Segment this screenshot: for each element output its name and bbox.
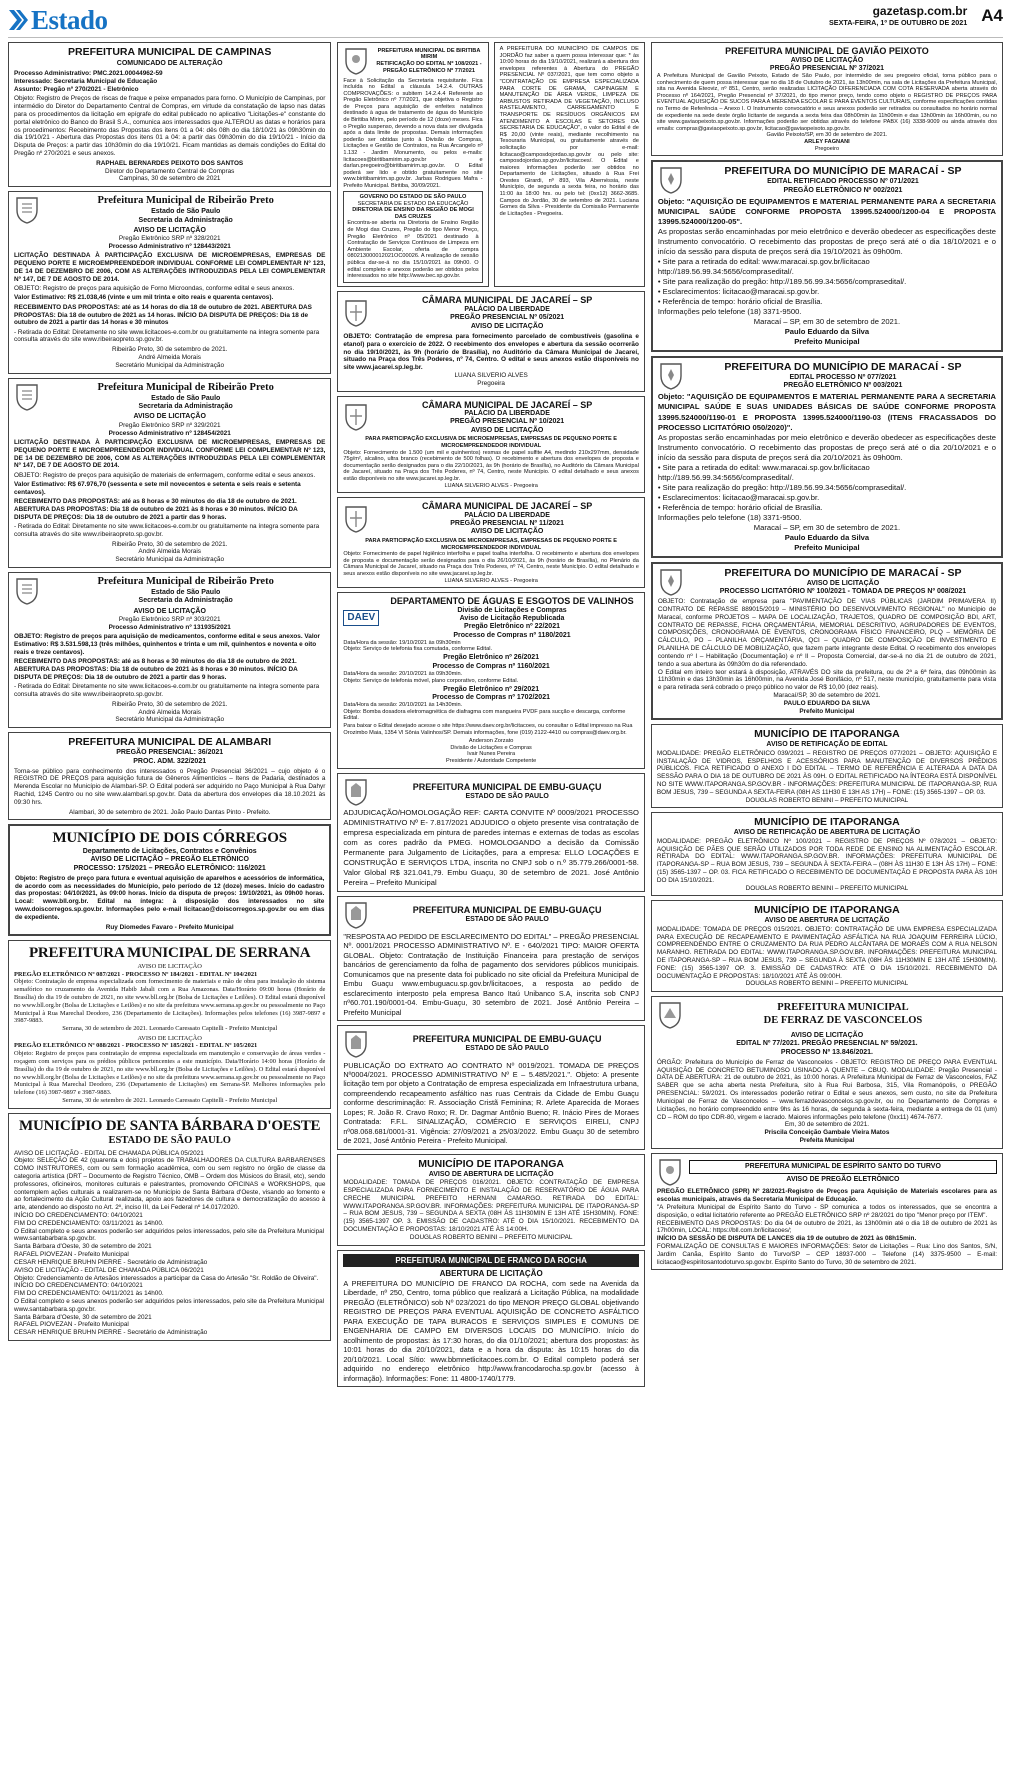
notice-line: PROCESSO Nº 13.846/2021. bbox=[780, 1048, 873, 1056]
notice-heading: AVISO DE LICITAÇÃO bbox=[806, 579, 880, 587]
notice-title: PREFEITURA MUNICIPAL DE ALAMBARI bbox=[68, 736, 272, 749]
notice-itaporanga-4 bbox=[651, 900, 1003, 992]
notice-embu-2 bbox=[337, 896, 645, 1021]
notice-line: Objeto: Bomba dosadora eletromagnética de diafragma com mangueira PVDF para sucção e descarga, conforme Edital. bbox=[343, 708, 626, 722]
notice-line: INÍCIO DO CREDENCIAMENTO: 04/10/2021 bbox=[14, 1212, 143, 1219]
notice-processo: Processo Administrativo nº 128454/2021 bbox=[108, 429, 231, 437]
columns bbox=[8, 42, 1003, 1387]
notice-body: Encontra-se aberta na Diretoria de Ensino Região de Mogi das Cruzes, Pregão do tipo Menor Preço, Pregão Eletrônico nº 05/2021 destinado à Contratação de Serviços Contínuos de Limpeza em Ambiente Escolar, oferta de compra 080213000012021OC00026. A realização de sessão pública dar-se-á no dia 15/10/2021 às 09h00. O edital completo e anexos poderão ser obtidos pelos interessados no site http://www.bec.sp.gov.br. bbox=[347, 220, 479, 280]
notice-subtitle: COMUNICADO DE ALTERAÇÃO bbox=[116, 60, 223, 68]
notice-date: Ribeirão Preto, 30 de setembro de 2021. bbox=[111, 540, 228, 548]
notice-line: PROCESSO LICITATÓRIO Nº 100/2021 - TOMADA DE PREÇOS Nº 008/2021 bbox=[719, 588, 967, 596]
notice-body: FORMALIZAÇÃO DE CONSULTAS E MAIORES INFORMAÇÕES: Setor de Licitações – Rua: Lino dos Santos, S/N, Jardim Canãa, Espírito Santo do Turvo/SP – CEP 18937-000 – Telefone (14) 3375-9500 – E-mail: licitacao@espiritosantodoturvo.sp.gov.br. Espírito Santo do Turvo, 30 de setembro de 2021. bbox=[656, 1242, 998, 1266]
signer-role: Secretário Municipal da Administração bbox=[115, 556, 225, 564]
notice-serrana bbox=[8, 940, 331, 1108]
notice-info: Informações pelo telefone (18) 3371-9500. bbox=[657, 306, 802, 316]
notice-heading: AVISO DE ABERTURA DE LICITAÇÃO bbox=[764, 917, 890, 925]
signer-name: André Almeida Morais bbox=[138, 354, 201, 362]
notice-campinas bbox=[8, 42, 331, 187]
notice-body: Face à Solicitação da Secretaria requisitante. Fica incluída no Edital a cláusula 14.2.4. OUTRAS COMPROVAÇÕES: o subitem 14.2.4.4 Referente ao Pregão Eletrônico nº 77/2021, que objetiva o Registro de Preços para aquisição de enfeites natalinos destinado à agua de tratamento de água do Município de Biritiba Mirim, pelo período de 12 (doze) meses. Fica o Pregão suspenso, devendo a nova data ser divulgada após a data limite de propostas. Demais informações poderão ser obtidas junto à Divisão de Compras, Licitações e Gestão de Contratos, na Rua Arcangelo nº 1.132 - Jardim Monumento, ou pelos e-mails: licitacoes@biritibamirim.sp.gov.br e darlan.pregoeiro@biritibamirim.sp.gov.br. O Edital poderá ser lido e obtido gratuitamente no site www.biritibamirim.sp.gov.br. Jarbas Rodrigues Mafra - Prefeito Municipal. Biritiba, 30/09/2021. bbox=[343, 77, 483, 189]
notice-objeto: Objeto: "AQUISIÇÃO DE EQUIPAMENTOS E MATERIAL PERMANENTE PARA A SECRETARIA MUNICIPAL SAÚDE CONFORME PROPOSTA 13995.524000/1200-04 E PROPOSTA 13995.524000/1200-05". bbox=[657, 196, 997, 226]
notice-bullet: • Referência de tempo: horário oficial de Brasília. bbox=[657, 502, 823, 512]
notice-itaporanga-3 bbox=[651, 812, 1003, 896]
notice-maracai-1 bbox=[651, 160, 1003, 352]
signer-name: PAULO EDUARDO DA SILVA bbox=[783, 699, 871, 707]
notice-title: Prefeitura Municipal de Ribeirão Preto bbox=[97, 381, 274, 393]
notice-body: Objeto: SELEÇÃO DE 42 (quarenta e dois) projetos de TRABALHADORES DA CULTURA BARBARENSES COMO INSTRUTORES, com ou sem formação acadêmica, com ou sem registro no órgão de classe da categoria artística (DRT – Documento de Registro Técnico, OMB – Ordem dos Músicos do Brasil, etc), sendo professores, oficineiros, monitores culturais e palestrantes, promovendo OFICINAS e WORKSHOPS, que contemplem ações culturais a realizarem-se no Município de Santa Bárbara d'Oeste, visando ao fomento e ao fortalecimento da Ação Cultural realizada, apoio aos fazedores de cultura e democratização do acesso à arte, atendendo ao disposto no Art. 2º, inciso III, da Lei Federal nº 14.017/2020. bbox=[14, 1157, 326, 1212]
signer-role: Diretor do Departamento Central de Compras bbox=[105, 167, 235, 175]
notice-heading: AVISO DE ABERTURA DE LICITAÇÃO bbox=[428, 1170, 554, 1178]
notice-line: FIM DO CREDENCIAMENTO: 03/11/2021 às 14h00. bbox=[14, 1219, 164, 1227]
notice-heading: AVISO DE PREGÃO ELETRÔNICO bbox=[786, 1175, 900, 1183]
coat-of-arms-icon bbox=[14, 576, 40, 606]
signer-name: André Almeida Morais bbox=[138, 708, 201, 716]
notice-date: Gavião Peixoto/SP, em 30 de setembro de 2021. bbox=[766, 132, 888, 139]
notice-body: Torna-se público para conhecimento dos interessados o Pregão Presencial 36/2021 – cujo objeto é o REGISTRO DE PREÇOS para aquisição futura de Gêneros Alimentícios – Itens de Padaria, destinados a Merenda Escolar no Município de Alambari-SP. O Edital poderá ser adquirido no Paço Municipal à Rua Dahyr Rachid, 1245 Centro ou no site www.alambari.sp.gov.br. Data da abertura dos envelopes dia 18.10.2021 às 09:30 hrs. bbox=[14, 767, 326, 806]
notice-div: Divisão de Licitações e Compras bbox=[457, 606, 567, 614]
notice-gaviao-peixoto bbox=[651, 42, 1003, 156]
signer-name: Ivair Nunes Pereira bbox=[467, 751, 516, 758]
notice-line: CESAR HENRIQUE BRUHN PIERRE - Secretário de Administração bbox=[14, 1258, 208, 1266]
notice-alambari bbox=[8, 732, 331, 820]
notice-heading: AVISO DE LICITAÇÃO bbox=[137, 962, 202, 970]
notice-title-bar: PREFEITURA MUNICIPAL DE FRANCO DA ROCHA bbox=[343, 1254, 639, 1268]
notice-pregao: PREGÃO PRESENCIAL Nº 11/2021 bbox=[450, 520, 564, 528]
notice-subtitle: RETIFICAÇÃO DO EDITAL Nº 108/2021 - PREGÃO ELETRÔNICO Nº 77/2021 bbox=[376, 61, 482, 74]
coat-of-arms-icon bbox=[343, 402, 369, 432]
coat-of-arms-icon bbox=[657, 1000, 683, 1030]
notice-bullet: • Esclarecimentos: licitacao@maracai.sp.gov.br. bbox=[657, 492, 820, 502]
notice-line: Assunto: Pregão nº 270/2021 - Eletrônico bbox=[14, 85, 139, 93]
notice-line: RAFAEL PIOVEZAN - Prefeito Municipal bbox=[14, 1251, 129, 1259]
notice-subtitle: PALÁCIO DA LIBERDADE bbox=[464, 410, 550, 418]
notice-title: PREFEITURA MUNICIPAL bbox=[777, 1002, 909, 1014]
notice-valor: Valor Estimativo: R$ 21.038,46 (vinte e um mil trinta e oito reais e quarenta centavos). bbox=[14, 294, 274, 302]
daev-logo: DAEV bbox=[343, 610, 379, 626]
notice-proc: PROC. ADM. 322/2021 bbox=[133, 757, 207, 765]
notice-ribeirao-2 bbox=[8, 378, 331, 568]
notice-daev bbox=[337, 592, 645, 768]
signer-role: Prefeito Municipal bbox=[794, 542, 860, 552]
notice-campos-jordao bbox=[494, 42, 645, 287]
notice-line: INÍCIO DO CREDENCIAMENTO: 04/10/2021 bbox=[14, 1282, 143, 1290]
notice-state: ESTADO DE SÃO PAULO bbox=[108, 1135, 231, 1147]
notice-title: PREFEITURA MUNICIPAL DE EMBU-GUAÇU bbox=[412, 781, 602, 792]
notice-ribeirao-1 bbox=[8, 191, 331, 374]
notice-pregao: PREGÃO PRESENCIAL Nº 05/2021 bbox=[450, 314, 565, 322]
notice-bullet: • Esclarecimentos: licitacao@maracai.sp.gov.br. bbox=[657, 286, 820, 296]
notice-body: Objeto: Fornecimento de papel higiênico interfolha e papel toalha interfolha. O recebimento e abertura dos envelopes de proposta e documentação serão designados para o dia 26/10/2021, às 9h (horário de Brasília), no Plenário da Câmara Municipal de Jacareí, situado na Praça dos Três Poderes, nº 74, Centro, neste Município. O edital detalhado e seus anexos estão disponíveis no site www.jacarei.sp.leg.br. bbox=[343, 551, 639, 577]
notice-heading: AVISO DE LICITAÇÃO bbox=[133, 226, 206, 234]
notice-exclusive: PARA PARTICIPAÇÃO EXCLUSIVA DE MICROEMPRESAS, EMPRESAS DE PEQUENO PORTE E MICROEMPREENDEDOR INDIVIDUAL bbox=[365, 436, 618, 450]
notice-body: Objeto: Contratação de empresa especializada com fornecimento de materiais e mão de obra para instalação do sistema semafórico no cruzamento da Avenida Habib Jabali com a Rua Amazonas. Data/Horário 09:00 horas (Horário de Brasília) do dia 19 de outubro de 2021, no site www.bll.org.br (Bolsa de Licitações e Leilões). O Edital estará disponível no www.bll.org.br (Bolsa de Licitações e Leilões) e no site da prefeitura www.serrana.sp.gov.br ou pessoalmente no Paço Municipal à Rua Marechal Deodoro, 236 (Departamento de Licitações). Informações pelos telefones (16) 3987-9897 e 3987-9883. bbox=[14, 978, 326, 1025]
notice-espirito-santo bbox=[651, 1153, 1003, 1271]
notice-body: MODALIDADE: PREGÃO ELETRÔNICO 039/2021 – REGISTRO DE PREÇOS 077/2021 – OBJETO: AQUISIÇÃO E INSTALAÇÃO DE VIDROS, ESPELHOS E ACESSÓRIOS PARA MANUTENÇÃO DE DIVERSOS PRÉDIOS PÚBLICOS. FICA RETIFICADO O ANEXO I DO EDITAL – TERMO DE REFERÊNCIA E ALTERADA A DATA DA SESSÃO PARA O DIA 18 DE OUTUBRO DE 2021 ÀS 09H. O EDITAL RETIFICADO NA ÍNTEGRA ESTÁ DISPONÍVEL NO SITE WWW.ITAPORANGA.SP.GOV.BR - INFORMAÇÕES: PREFEITURA MUNICIPAL DE ITAPORANGA-SP, RUA BOM JESUS, 739 – SEGUNDA A SEXTA-FEIRA (08H AS 11H30 E 13H AS 17H) – FONE: (15) 3565-1397 – OP. 03. bbox=[656, 749, 998, 796]
notice-heading: AVISO DE LICITAÇÃO bbox=[470, 426, 544, 434]
notice-title: MUNICÍPIO DE ITAPORANGA bbox=[754, 904, 900, 917]
signer-name: Paulo Eduardo da Silva bbox=[784, 326, 870, 336]
notice-title: CÂMARA MUNICIPAL DE JACAREÍ – SP bbox=[421, 399, 593, 410]
signer-role: Pregoeira bbox=[477, 379, 505, 387]
notice-dept: Secretaria da Administração bbox=[138, 216, 233, 224]
notice-title: MUNICÍPIO DE ITAPORANGA bbox=[754, 728, 900, 741]
notice-dates: RECEBIMENTO DAS PROPOSTAS: até as 8 horas e 30 minutos do dia 18 de outubro de 2021. ABERTURA DAS PROPOSTAS: Dia 18 de outubro de 2021 às 8 horas e 30 minutos. INÍCIO DA DISPUTA DE PREÇOS: Dia 18 de outubro de 2021 a partir das 9 horas. bbox=[14, 658, 298, 681]
site-url[interactable]: gazetasp.com.br bbox=[872, 4, 968, 18]
notice-body: As propostas serão encaminhadas por meio eletrônico e deverão obedecer as especificações deste Instrumento convocatório. O recebimento das propostas de preço será até o dia 20/10/2021 e o início da sessão para disputa de preços será dia 20/10/2021 às 09h00m. bbox=[657, 432, 997, 462]
signer-role: Presidente / Autoridade Competente bbox=[446, 757, 537, 764]
notice-heading: AVISO DE LICITAÇÃO – PREGÃO ELETRÔNICO bbox=[90, 856, 249, 864]
notice-bullet: • Site para realização do pregão: http://189.56.99.34:5656/comprasedital/. bbox=[657, 482, 907, 492]
notice-title: CÂMARA MUNICIPAL DE JACAREÍ – SP bbox=[421, 294, 593, 305]
notice-info: Informações pelo telefone (18) 3371-9500. bbox=[657, 512, 802, 522]
notice-title: PREFEITURA MUNICIPAL DE EMBU-GUAÇU bbox=[412, 1034, 602, 1045]
brand-name: Estado bbox=[31, 5, 108, 35]
notice-body: MODALIDADE: TOMADA DE PREÇOS 016/2021. OBJETO: CONTRATAÇÃO DE EMPRESA ESPECIALIZADA PARA FORNECIMENTO E INSTALAÇÃO DE RESERVATÓRIO DE ÁGUA PARA CRECHE MUNICIPAL PREFEITO HERNANI CAMARGO. RETIRADA DO EDITAL: WWW.ITAPORANGA.SP.GOV.BR. INFORMAÇÕES: PREFEITURA MUNICIPAL DE ITAPORANGA-SP – RUA BOM JESUS, 739 – SEGUNDA A SEXTA (08H ÀS 11H30MIN E 13H ATÉ 15H30MIN). FONE: (15) 3565-1397 OP. 3. EMISSÃO DE CADASTRO: ATÉ O DIA 15/10/2021. RECEBIMENTO DA DOCUMENTAÇÃO E PROPOSTAS: 18/10/2021 ATÉ ÀS 14:00H. bbox=[343, 1179, 639, 1234]
notice-title: PREFEITURA DO MUNICÍPIO DE MARACAÍ - SP bbox=[724, 165, 962, 178]
signer-role: Prefeita Municipal bbox=[799, 1136, 855, 1144]
coat-of-arms-icon bbox=[657, 1157, 683, 1187]
notice-title: Prefeitura Municipal de Ribeirão Preto bbox=[97, 576, 274, 588]
notice-dir: DIRETORIA DE ENSINO DA REGIÃO DE MOGI DAS CRUZES bbox=[352, 207, 474, 220]
notice-title: PREFEITURA MUNICIPAL DE SERRANA bbox=[28, 945, 311, 962]
notice-state: ESTADO DE SÃO PAULO bbox=[465, 916, 549, 924]
notice-state: ESTADO DE SÃO PAULO bbox=[465, 1045, 549, 1053]
notice-heading: AVISO DE RETIFICAÇÃO DE ABERTURA DE LICITAÇÃO bbox=[733, 829, 921, 837]
notice-body: As propostas serão encaminhadas por meio eletrônico e deverão obedecer as especificações deste Instrumento convocatório. O recebimento das propostas de preço será até o dia 18/10/2021 e o início da sessão para disputa de preços será dia 19/10/2021 às 09h00m. bbox=[657, 226, 997, 256]
coat-of-arms-icon bbox=[14, 382, 40, 412]
notice-ribeirao-3 bbox=[8, 572, 331, 728]
notice-body: A Prefeitura Municipal de Gavião Peixoto, Estado de São Paulo, por intermédio de seu pregoeiro oficial, torna público para o conhecimento de quem possa interessar que no dia 18 de Outubro de 2021, às 13h00min, na sala de Licitações da Prefeitura Municipal, sita na Avenida Eteoviz, nº 851, Centro, serão realizadas LICITAÇÃO DIFERENCIADA COM COTA RESERVADA aberta através do Processo nº 164/2021, Pregão Presencial nº 37/2021, do tipo menor preço, tendo como objeto o REGISTRO DE PREÇOS PARA EVENTUAL AQUISIÇÃO DE SUCOS PARA A MERENDA ESCOLAR E PARA EVENTOS CULTURAIS, conforme especificações contidas no Termo de Referência – Anexo I. O Instrumento convocatório e seus anexos poderão ser retirados ou consultados no horário normal de expediente na sede deste órgão licitante de segunda a sexta feira das 08h00min às 11h00min e das 13h00min às 16h00min, ou no site www.gaviaopeixoto.sp.gov.br. Informações poderão ser obtidas através do telefone PABX (16) 3338-9009 ou ainda através dos emails: compras@gaviaopeixoto.sp.gov.br, licitacao@gaviaopeixoto.sp.gov.br. bbox=[656, 73, 998, 132]
edition-date: SEXTA-FEIRA, 1º DE OUTUBRO DE 2021 bbox=[828, 17, 968, 27]
notice-dates: RECEBIMENTO DAS PROPOSTAS: até as 14 horas do dia 18 de outubro de 2021. ABERTURA DAS PROPOSTAS: Dia 18 de outubro de 2021 as 14 horas. INÍCIO DA DISPUTA DE PREÇOS: Dia 18 de outubro de 2021 a partir das 14 horas e 30 minutos bbox=[14, 303, 312, 327]
signer-name: Paulo Eduardo da Silva bbox=[784, 532, 870, 542]
signer-name: Anderson Zorzato bbox=[468, 738, 514, 745]
notice-header bbox=[14, 576, 325, 606]
notice-title: MUNICÍPIO DE SANTA BÁRBARA D'OESTE bbox=[19, 1117, 321, 1134]
notice-signature: DOUGLAS ROBERTO BENINI – PREFEITO MUNICIPAL bbox=[745, 884, 909, 892]
signer-role: Secretário Municipal da Administração bbox=[115, 716, 225, 724]
notice-body: PREGÃO ELETRÔNICO (SPR) Nº 28/2021-Registro de Preços para Aquisição de Materiais escolares para as escolas municipais, através da Secretaria Municipal de Educação. bbox=[656, 1188, 998, 1204]
signer-role: Secretário Municipal da Administração bbox=[115, 361, 225, 369]
coat-of-arms-icon bbox=[343, 777, 369, 807]
page-number: A4 bbox=[981, 6, 1003, 25]
notice-body: Objeto: Registro de preço para futura e eventual aquisição de aparelhos e acessórios de informática, de acordo com as necessidades do Município, pelo período de 12 (doze) meses. Início do cadastro das propostas: 04/10/2021, às 09:00 horas. Início da disputa de preços: 19/10/2021, às 09h00 horas. Local: www.bll.org.br. Edital na íntegra: à disposição dos interessados no site www.doiscorregos.sp.gov.br. Informações pelo e-mail licitacao@doiscorregos.sp.gov.br ou em dias de expediente. bbox=[15, 874, 325, 921]
notice-objeto: OBJETO: Registro de preços para aquisição de Forno Microondas, conforme edital e seus anexos. bbox=[14, 285, 295, 293]
notice-body: "RESPOSTA AO PEDIDO DE ESCLARECIMENTO DO EDITAL" – PREGÃO PRESENCIAL Nº. 0001/2021 PROCESSO ADMINISTRATIVO Nº. E - 640/2021 TIPO: MAIOR OFERTA GLOBAL. Objeto: Contratação de Instituição Financeira para prestação de serviços bancários de gerenciamento da folha de pagamento dos servidores públicos municipais. Comunicamos que na presente data foi publicado no site oficial da Prefeitura Municipal de Embu Guaçu www.embuguacu.sp.gov.br/licitacoes, a resposta ao pedido de esclarecimento interposto pela empresa Banco Itaú Unibanco S.A, inscrita sob CNPJ nº60.701.190/0001-04. Embu-Guaçu, 30 setembro de 2021. José Antônio Pereira – Prefeito Municipal bbox=[343, 931, 639, 1017]
notice-title: PREFEITURA MUNICIPAL DE GAVIÃO PEIXOTO bbox=[725, 46, 929, 56]
notice-line: PREGÃO ELETRÔNICO Nº 002/2021 bbox=[783, 186, 903, 194]
notice-body: OBJETO: Contratação de empresa para "PAVIMENTAÇÃO DE VIAS PÚBLICAS (JARDIM PRIMAVERA II) CONTRATO DE REPASSE 889015/2019 – MINISTÉRIO DO DESENVOLVIMENTO REGIONAL" no Município de Maracaí, conforme PROJETOS – MAPA DE LOCALIZAÇÃO, TRAJETOS, QUADRO DE COMPOSIÇÃO BDI, ART, CONTRATO DE REPASSE, FICHA ORÇAMENTÁRIA, MEMORIAL DESCRITIVO, AGRUPADORES DE EVENTOS, COMPOSIÇÕES, CRONOGRAMA DE EVENTOS, CRONOGRAMA FÍSICO FINANCEIRO, PLQ – MEMÓRIA DE CÁLCULO, PO – PLANILHA ORÇAMENTÁRIA, QCI – QUADRO DE COMPOSIÇÃO DE INVESTIMENTO E PLANILHA DE CÁLCULO DE MOBILIZAÇÃO, que fazem parte integrante deste Edital. O recebimento dos envelopes contendo nº I – Habilitação (Documentação) e nº II – Proposta Comercial, dar-se-á no dia 21 de outubro de 2021, tendo a sua abertura às 09h30m do dia referendado. bbox=[657, 598, 997, 668]
notice-body: A PREFEITURA DO MUNICÍPIO DE CAMPOS DE JORDÃO faz saber a quem possa interessar que: * às 10:00 horas do dia 19/10/2021, realizará a abertura dos envelopes referentes à Abertura do PREGÃO PRESENCIAL Nº 037/2021, que tem como objeto a "CONTRATAÇÃO DE EMPRESA ESPECIALIZADA PARA CORTE DE GRAMA, CAPINAGEM E MANUTENÇÃO DE ÁREA VERDE, LIMPEZA DE ARBUSTOS RETIRADA DE VEGETAÇÃO, INCLUSO RASTELAMENTO, CARREGAMENTO E TRANSPORTE DE RESÍDUOS ORGÂNICOS EM ATENDIMENTO A ESCOLAS E SETORES DA SECRETARIA DE EDUCAÇÃO", o valor do Edital é de R$ 20,00 (vinte reais), mediante recolhimento na Tesouraria Municipal, ou gratuitamente através de solicitação por e-mail: licitacao@camposdojordao.sp.gov.br ou pelo site: camposdojordao.sp.gov.br/licitacoes/. O Edital e maiores informações poderão ser obtidos no Departamento de Licitações, situado à Rua Frei Orestes Girardi, nº 893, Vila Abernéssia, neste Município, de segunda a sexta feira, no horário das 11:00 às 18:00 hrs. ou pelo tel: (0xx12) 3662-3685. Campos do Jordão, 30 de setembro de 2021. Luciana Gomes da Silva - Presidente da Comissão Permanente de Licitações - Pregoeira. bbox=[499, 46, 639, 217]
notice-heading: AVISO DE LICITAÇÃO bbox=[137, 1034, 202, 1042]
masthead bbox=[8, 4, 1003, 38]
notice-biritiba bbox=[337, 42, 488, 287]
notice-body: MODALIDADE: TOMADA DE PREÇOS 015/2021. OBJETO: CONTRATAÇÃO DE UMA EMPRESA ESPECIALIZADA PARA EXECUÇÃO DE RECAPEAMENTO E PAVIMENTAÇÃO ASFÁLTICA NA RUA JOAQUIM FERREIRA LÚCIO, COMPREENDENDO ENTRE O CRUZAMENTO DA RUA PEDRO ALCÂNTARA DE MORAES COM A RUA NELSON MARANHO. RETIRADA DO EDITAL: WWW.ITAPORANGA.SP.GOV.BR. INFORMAÇÕES: PREFEITURA MUNICIPAL DE ITAPORANGA-SP – RUA BOM JESUS, 739 – SEGUNDA À SEXTA (08H ÀS 11H30MIN E 13H ATÉ 15H30MIN). FONE: (15) 3565-1397 OP. 3. EMISSÃO DE CADASTRO: ATÉ O DIA 15/10/2021. RECEBIMENTO DA DOCUMENTAÇÃO E PROPOSTAS: 18/10/2021 ATÉ ÀS 09:00H. bbox=[656, 925, 998, 980]
notice-line: Interessado: Secretaria Municipal de Educação bbox=[14, 78, 158, 86]
notice-pregao: Pregão Eletrônico SRP nº 303/2021 bbox=[118, 616, 221, 624]
notice-title: MUNICÍPIO DE ITAPORANGA bbox=[754, 816, 900, 829]
notice-info: Para baixar o Edital desejado acesse o site https://www.daev.org.br/licitacoes, ou consultar o Edital impresso na Rua Orozimbo Maia, 1354 Vl Sônia Valinhos/SP. Demais informações, fone (019) 2122-4410 ou compras@daev.org.br. bbox=[343, 723, 633, 737]
brand-logo bbox=[8, 4, 108, 37]
notice-body: O Edital em inteiro teor estará à disposição, ATRAVÉS DO site da prefeitura, ou de 2ª a 6ª feira, das 09h00min às 11h30min e das 13h30min às 16h00min, na Avenida José Bonifácio, nº 517, neste município, gratuitamente para vista e para retirada será cobrado o preço público no valor de R$ 10,00 (dez reais). bbox=[657, 668, 997, 692]
notice-date: Maracaí – SP, em 30 de setembro de 2021. bbox=[753, 522, 901, 532]
notice-embu-1 bbox=[337, 773, 645, 893]
notice-bullet: • Site para realização do pregão: http://189.56.99.34:5656/comprasedital/. bbox=[657, 276, 907, 286]
notice-state: Estado de São Paulo bbox=[151, 588, 221, 596]
notice-line: PREGÃO ELETRÔNICO Nº 088/2021 - PROCESSO Nº 185/2021 - EDITAL Nº 105/2021 bbox=[14, 1042, 258, 1050]
signer-name: Priscila Conceição Gambale Vieira Matos bbox=[764, 1129, 890, 1137]
notice-heading: AVISO DE LICITAÇÃO bbox=[133, 413, 206, 421]
notice-date: Em, 30 de setembro de 2021. bbox=[784, 1121, 870, 1129]
notice-line: FIM DO CREDENCIAMENTO: 04/11/2021 às 14h00. bbox=[14, 1290, 164, 1298]
notice-state: Estado de São Paulo bbox=[151, 394, 221, 402]
coat-of-arms-icon bbox=[343, 1029, 369, 1059]
notice-santa-barbara bbox=[8, 1113, 331, 1341]
notice-line: AVISO DE LICITAÇÃO - EDITAL DE CHAMADA PÚBLICA 06/2021 bbox=[14, 1266, 204, 1274]
notice-body: PUBLICAÇÃO DO EXTRATO AO CONTRATO Nº 0019/2021. TOMADA DE PREÇOS Nº0004/2021. PROCESSO ADMINISTRATIVO Nº E – 5.485/2021.". Objeto: A presente licitação tem por objeto a Contratação de empresa especializada em Infraestrutura urbana, compreendendo recapeamento asfáltico nas ruas Centrais da Cidade de Embu Guaçu conforme descriminação: R. Associação Cristã Feminina; R. Arlete Aparecida de Moraes Lopes; R. João R. Cravo Roxo; R. Dr. Dagmar Antônio Bueno; R. Inácio Pires de Moraes Contratada: F.F.L. SINALIZAÇÃO, COMÉRCIO E SERVIÇOS EIRELI, CNPJ nº08.068.681/0001-31. Vigência: 27/09/2021 a 25/03/2022. Embu Guaçu 30 de setembro de 2021, José Antônio Pereira - Prefeito Municipal. bbox=[343, 1060, 639, 1146]
notice-line: Processo Administrativo: PMC.2021.00044962-59 bbox=[14, 70, 163, 78]
notice-jacarei-1 bbox=[337, 291, 645, 392]
notice-proc: PROCESSO: 175/2021 – PREGÃO ELETRÔNICO: 116/2021 bbox=[73, 864, 266, 872]
notice-ferraz bbox=[651, 996, 1003, 1149]
notice-title: DEPARTAMENTO DE ÁGUAS E ESGOTOS DE VALINHOS bbox=[390, 596, 634, 607]
notice-line: Processo de Compras nº 1702/2021 bbox=[432, 693, 550, 701]
notice-itaporanga-1 bbox=[337, 1154, 645, 1246]
notice-line: EDITAL PROCESSO Nº 077/2021 bbox=[789, 373, 897, 381]
coat-of-arms-icon bbox=[343, 504, 369, 534]
notice-maracai-3 bbox=[651, 562, 1003, 721]
notice-maracai-2 bbox=[651, 356, 1003, 558]
notice-signature: Alambari, 30 de setembro de 2021. João Paulo Dantas Pinto - Prefeito. bbox=[68, 808, 271, 816]
notice-body: Objeto: Registro de preços para contratação de empresa especializada em manutenção e conservação de áreas verdes - roçagem com serviços para os prédios públicos pertencentes a este município. Data/Horário 14:00 horas (Horário de Brasília) do dia 19 de outubro de 2021, no site www.bll.org.br (Bolsa de Licitações e Leilões). O Edital estará disponível no www.bll.org.br (Bolsa de Licitações e Leilões) e no site da prefeitura www.serrana.sp.gov.br ou pessoalmente no Paço Municipal à Rua Marechal Deodoro, 236 (Departamento de Licitações) em Serrana-SP. Melhores informações pelo telefone (16) 3987-9897 e 3987-9883. bbox=[14, 1050, 326, 1097]
notice-body: Objeto: Registro de Preços de riscas de fraque e peixe empanados para forno. O Município de Campinas, por intermédio do Diretor do Departamento Central de Compras, em virtude da constatação de lapso nas datas para os procedimentos da licitação em epígrafe do edital publicado no aplicativo "Licitações-e" constante do portal eletrônico do Banco do Brasil S.A., comunica aos interessados que ALTEROU as datas e horários para os procedimentos: Recebimento das Propostas dos itens 01 a 04: dês 08h do dia 18/10/21 às 09h30min do dia 19/10/21 - Abertura das Propostas dos itens 01 a 04: a partir das 09h30min do dia 19/10/21 - Início da Disputa de Preços: a partir das 10h30min do dia 19/10/21. Ficam mantidas as demais condições do Edital do Pregão nº 270/2021 e seus anexos. bbox=[14, 95, 326, 157]
notice-title: PREFEITURA DO MUNICÍPIO DE MARACAÍ - SP bbox=[724, 566, 962, 579]
notice-title: MUNICÍPIO DE ITAPORANGA bbox=[418, 1157, 564, 1170]
column-middle bbox=[337, 42, 645, 1387]
notice-signature: Ruy Diomedes Favaro - Prefeito Municipal bbox=[105, 923, 234, 931]
notice-exclusive: PARA PARTICIPAÇÃO EXCLUSIVA DE MICROEMPRESAS, EMPRESAS DE PEQUENO PORTE E MICROEMPREENDEDOR INDIVIDUAL bbox=[365, 538, 618, 551]
coat-of-arms-icon bbox=[343, 46, 369, 76]
notice-valor: Valor Estimativo: R$ 67.976,70 (sessenta e sete mil novecentos e setenta e seis reais e setenta centavos). bbox=[14, 480, 301, 496]
notice-line: Data/Hora da sessão: 20/10/2021 às 14h30min. bbox=[343, 702, 463, 709]
signer-role: Prefeito Municipal bbox=[794, 336, 860, 346]
notice-line: PREGÃO ELETRÔNICO Nº 087/2021 - PROCESSO Nº 184/2021 - EDITAL Nº 104/2021 bbox=[14, 970, 258, 978]
notice-body: RECEBIMENTO DAS PROPOSTAS: Do dia 04 de outubro de 2021, às 13h00min até o dia 18 de outubro de 2021 às 17h00min, LOCAL: https://bll.com.br/licitacoes/; bbox=[656, 1219, 998, 1235]
coat-of-arms-icon bbox=[343, 298, 369, 328]
notice-line: PREGÃO ELETRÔNICO Nº 003/2021 bbox=[783, 382, 903, 390]
notice-title: PREFEITURA DO MUNICÍPIO DE MARACAÍ - SP bbox=[724, 361, 962, 374]
notice-date: Ribeirão Preto, 30 de setembro de 2021. bbox=[111, 346, 228, 354]
notice-line: Pregão Eletrônico nº 29/2021 bbox=[443, 685, 540, 693]
notice-subtitle: PALÁCIO DA LIBERDADE bbox=[464, 511, 550, 519]
notice-retirada: - Retirada do Edital: Diretamente no site www.licitacoes-e.com.br ou gratuitamente na íntegra somente para consulta através do site www.ribeiraopreto.sp.gov.br. bbox=[14, 523, 320, 538]
notice-pregao: Pregão Eletrônico SRP nº 328/2021 bbox=[118, 235, 221, 243]
notice-title: CÂMARA MUNICIPAL DE JACAREÍ – SP bbox=[421, 501, 593, 512]
notice-body: INÍCIO DA SESSÃO DE DISPUTA DE LANCES dia 19 de outubro de 2021 às 08h15min. bbox=[656, 1235, 917, 1243]
notice-dates: RECEBIMENTO DAS PROPOSTAS: até as 8 horas e 30 minutos do dia 18 de outubro de 2021. ABERTURA DAS PROPOSTAS: Dia 18 de outubro de 2021 às 8 horas e 30 minutos. INÍCIO DA DISPUTA DE PREÇOS: Dia 18 de outubro de 2021 a partir das 9 horas. bbox=[14, 498, 298, 521]
notice-gov: GOVERNO DO ESTADO DE SÃO PAULO bbox=[359, 194, 467, 201]
notice-line: RAFAEL PIOVEZAN - Prefeito Municipal bbox=[14, 1321, 129, 1329]
chevron-logo-icon bbox=[8, 8, 28, 32]
notice-title-bar: PREFEITURA MUNICIPAL DE ESPÍRITO SANTO DO TURVO bbox=[689, 1160, 997, 1175]
notice-pregao: PREGÃO PRESENCIAL Nº 37/2021 bbox=[769, 64, 884, 72]
notice-line: CESAR HENRIQUE BRUHN PIERRE - Secretário de Administração bbox=[14, 1329, 208, 1337]
notice-title: MUNICÍPIO DE DOIS CÓRREGOS bbox=[52, 830, 287, 847]
notice-jacarei-2 bbox=[337, 396, 645, 494]
notice-body: A PREFEITURA DO MUNICÍPIO DE FRANCO DA ROCHA, com sede na Avenida da Liberdade, nº 250, Centro, torna público que realizará a Licitação Pública, na modalidade PREGÃO (ELETRÔNICO) sob Nº 023/2021 do tipo MENOR PREÇO GLOBAL objetivando REGISTRO DE PREÇOS PARA EVENTUAL AQUISIÇÃO DE CONCRETO ASFÁLTICO PARA EXECUÇÃO DE TAPA BURACOS E SERVIÇOS SIMPLES E COMUNS DE ENGENHARIA DE CAMPO EM DIVERSOS LOCAIS DO MUNICÍPIO. Início do acolhimento de propostas: às 17:30 horas, do dia 01/10/2021; abertura dos propostas: às 10:01 horas do dia 20/10/2021, data e a hora da disputa: às 10:15 horas do dia 20/10/2021. Local Sítio: www.bbmnetlicitacoes.com.br. O Edital completo poderá ser adquirido no endereço eletrônico http://www.francodarocha.sp.gov.br (acesso à informação). Informações: Fone: 11 4800-1740/1779. bbox=[343, 1278, 639, 1383]
notice-bullet: • Site para a retirada do edital: www.maracai.sp.gov.br/licitacao http://189.56.99.34:5656/comprasedital/. bbox=[657, 462, 870, 482]
notice-heading: Aviso de Licitação Republicada bbox=[459, 615, 565, 623]
signer-role: Pregoeiro bbox=[814, 145, 840, 152]
notice-body: "A Prefeitura Municipal de Espírito Santo do Turvo - SP comunica a todos os interessados, que se encontra a disposição, o edital licitatório referente ao PREGÃO ELETRÔNICO SRP nº 28/2021 do tipo "Menor preço por ITEM". bbox=[656, 1203, 998, 1219]
notice-heading: AVISO DE LICITAÇÃO bbox=[470, 528, 544, 536]
notice-pregao: PREGÃO PRESENCIAL Nº 10/2021 bbox=[450, 418, 565, 426]
notice-title: PREFEITURA MUNICIPAL DE CAMPINAS bbox=[67, 46, 272, 58]
coat-of-arms-icon bbox=[658, 567, 684, 597]
notice-diretoria bbox=[343, 191, 482, 283]
notice-signature: Serrana, 30 de setembro de 2021. Leonardo Caressato Capitelli - Prefeito Municipal bbox=[62, 1025, 278, 1033]
notice-body: OBJETO: Contratação de empresa para fornecimento parcelado de combustíveis (gasolina e etanol) para o exercício de 2022. O recebimento dos envelopes e abertura da sessão ocorrerão no dia 19/10/2021, às 9h (horário de Brasília), no Auditório da Câmara Municipal de Jacareí, situado na Praça dos Três Poderes, nº 74, Centro. O edital e seus anexos estão disponíveis no site www.jacarei.sp.leg.br. bbox=[343, 332, 639, 372]
notice-header bbox=[14, 382, 325, 412]
notice-bullet: • Referência de tempo: horário oficial de Brasília. bbox=[657, 296, 823, 306]
notice-line: EDITAL RETIFICADO PROCESSO Nº 071/2021 bbox=[767, 178, 919, 186]
masthead-info bbox=[829, 4, 1003, 27]
notice-heading: AVISO DE LICITAÇÃO bbox=[790, 56, 864, 64]
notice-proc: Processo de Compras nº 1180/2021 bbox=[453, 631, 571, 639]
notice-title-line2: DE FERRAZ DE VASCONCELOS bbox=[763, 1015, 923, 1027]
column-left bbox=[8, 42, 331, 1387]
notice-line: Data/Hora da sessão: 19/10/2021 às 09h30min bbox=[343, 639, 461, 646]
notice-heading: AVISO DE LICITAÇÃO bbox=[133, 607, 206, 615]
notice-date: Maracaí – SP, em 30 de setembro de 2021. bbox=[753, 316, 901, 326]
signer-name: LUANA SILVERIO ALVES bbox=[454, 371, 528, 379]
notice-signature: LUANA SILVERIO ALVES - Pregoeira bbox=[444, 577, 538, 584]
coat-of-arms-icon bbox=[343, 900, 369, 930]
notice-dept: Secretaria da Administração bbox=[138, 597, 233, 605]
top-split bbox=[337, 42, 645, 287]
notice-processo: Processo Administrativo nº 131935/2021 bbox=[108, 623, 231, 631]
notice-objeto: Objeto: "AQUISIÇÃO DE EQUIPAMENTOS E MATERIAL PERMANENTE PARA A SECRETARIA MUNICIPAL SAÚDE E SUAS UNIDADES BÁSICAS DE SAÚDE CONFORME PROPOSTA 13995.524000/1190-01 E PROPOSTA 13995.524000/1190-03 (ITENS FRACASSADOS DO PROCESSO LICITATÓRIO 050/2020)". bbox=[657, 392, 997, 432]
notice-line: O Edital completo e seus anexos poderão ser adquiridos pelos interessados, pelo site da Prefeitura Municipal www.santabarbara.sp.gov.br. bbox=[14, 1297, 325, 1313]
coat-of-arms-icon bbox=[14, 195, 40, 225]
notice-heading: AVISO DE RETIFICAÇÃO DE EDITAL bbox=[766, 741, 888, 749]
notice-title: Prefeitura Municipal de Ribeirão Preto bbox=[97, 195, 274, 207]
notice-processo: Processo Administrativo nº 128443/2021 bbox=[108, 243, 231, 251]
notice-dept: Secretaria da Administração bbox=[138, 403, 233, 411]
coat-of-arms-icon bbox=[658, 165, 684, 195]
notice-date: Ribeirão Preto, 30 de setembro de 2021. bbox=[111, 700, 228, 708]
notice-pregao: Pregão Eletrônico nº 22/2021 bbox=[464, 623, 560, 631]
notice-signature: DOUGLAS ROBERTO BENINI – PREFEITO MUNICIPAL bbox=[745, 796, 909, 804]
notice-line: Data/Hora da sessão: 20/10/2021 às 09h30min. bbox=[343, 670, 463, 677]
notice-signature: LUANA SILVERIO ALVES - Pregoeira bbox=[444, 482, 538, 489]
notice-pregao: Pregão Eletrônico SRP nº 329/2021 bbox=[118, 421, 221, 429]
notice-body: ADJUDICAÇÃO/HOMOLOGAÇÃO REF: CARTA CONVITE Nº 0009/2021 PROCESSO ADMINISTRATIVO Nº E- 7.817/2021 ADJUDICO o objeto presente visa contratação de empresa especializada em pintura de paredes internas e externas de todas as escolas com as cores padrão da PMEG. HOMOLOGANDO a decisão da Comissão Permanente para Julgamento de Licitações, para a empresa: ELLO LOCAÇÕES E CONSTRUÇÃO E SERVIÇOS LTDA, inscrita no CNPJ sob o n.º 35.779.266/0001-58. Valor Global R$ 321.041,79. Embu Guaçu, 30 de setembro de 2021. José Antônio Pereira – Prefeito Municipal bbox=[343, 808, 639, 888]
notice-place: Campinas, 30 de setembro de 2021 bbox=[118, 175, 221, 183]
signer-name: André Almeida Morais bbox=[138, 548, 201, 556]
notice-date: Maracaí/SP, 30 de setembro de 2021. bbox=[773, 691, 881, 699]
notice-bullet: • Site para a retirada do edital: www.maracai.sp.gov.br/licitacao http://189.56.99.34:5656/comprasedital/. bbox=[657, 256, 870, 276]
notice-signature: Serrana, 30 de setembro de 2021. Leonardo Caressato Capitelli - Prefeito Municipal bbox=[62, 1097, 278, 1105]
notice-exclusive: LICITAÇÃO DESTINADA À PARTICIPAÇÃO EXCLUSIVA DE MICROEMPRESAS, EMPRESAS DE PEQUENO PORTE E MICROEMPREENDEDOR INDIVIDUAL CONFORME LEI COMPLEMENTAR Nº 123, DE 14 DE DEZEMBRO DE 2006, COM AS ALTERAÇÕES INTRODUZIDAS PELA LEI COMPLEMENTAR Nº 147, DE 7 DE AGOSTO DE 2014. bbox=[14, 438, 326, 470]
notice-line: AVISO DE LICITAÇÃO - EDITAL DE CHAMADA PÚBLICA 05/2021 bbox=[14, 1149, 204, 1157]
signer-role: Divisão de Licitações e Compras bbox=[450, 744, 532, 751]
notice-title: PREFEITURA MUNICIPAL DE BIRITIBA MIRIM bbox=[377, 47, 481, 61]
notice-line: Santa Bárbara d'Oeste, 30 de setembro de 2021 bbox=[14, 1243, 152, 1251]
notice-retirada: - Retirada do Edital: Diretamente no site www.licitacoes-e.com.br ou gratuitamente na íntegra somente para consulta através do site www.ribeiraopreto.sp.gov.br. bbox=[14, 328, 320, 344]
notice-line: Pregão Eletrônico nº 26/2021 bbox=[443, 654, 540, 662]
notice-line: EDITAL Nº 77/2021. PREGÃO PRESENCIAL Nº 59/2021. bbox=[736, 1040, 918, 1048]
notice-dept: Departamento de Licitações, Contratos e Convênios bbox=[82, 847, 257, 855]
signer-name: ARLEY FAGNANI bbox=[804, 139, 850, 146]
notice-objeto: OBJETO: Registro de preços para aquisição de medicamentos, conforme edital e seus anexos. Valor Estimativo: R$ 3.531.598,13 (três milhões, quinhentos e trinta e um mil, quinhentos e noventa e oito reais e treze centavos). bbox=[14, 633, 321, 656]
notice-line: Objeto: Serviço de telefonia fixa comutada, conforme Edital. bbox=[343, 646, 492, 653]
notice-heading: ABERTURA DE LICITAÇÃO bbox=[439, 1268, 543, 1278]
notice-line: Objeto: Credenciamento de Artesãos interessados a participar da Casa do Artesão "Sr. Roldão de Oliveira". bbox=[14, 1274, 319, 1282]
notice-embu-3 bbox=[337, 1025, 645, 1150]
notice-franco-rocha bbox=[337, 1250, 645, 1387]
notice-body: MODALIDADE: PREGÃO ELETRÔNICO Nº 100/2021 – REGISTRO DE PREÇOS Nº 078/2021 – OBJETO: AQUISIÇÃO DE PÃES QUE SERÃO UTILIZADOS POR TODA REDE DE ENSINO NA ALIMENTAÇÃO ESCOLAR. RETIRADA DO EDITAL: WWW.ITAPORANGA.SP.GOV.BR. INFORMAÇÕES: PREFEITURA MUNICIPAL DE ITAPORANGA-SP – RUA BOM JESUS, 739 – SEGUNDA À SEXTA-FEIRA – (08H ÀS 11H30 E 13H ÀS 17H) – FONE: (15) 3565-1397 – OP. 03. FICA RETIFICADO O RECEBIMENTO DE DOCUMENTAÇÃO E PROPOSTA PARA ÀS 10H DO DIA 15/10/2021. bbox=[656, 837, 998, 884]
notice-header bbox=[14, 195, 325, 225]
notice-heading: AVISO DE LICITAÇÃO bbox=[790, 1031, 864, 1039]
notice-line: O Edital completo e seus anexos poderão ser adquiridos pelos interessados, pelo site da Prefeitura Municipal www.santabarbara.sp.gov.br. bbox=[14, 1227, 325, 1243]
notice-dois-corregos bbox=[8, 824, 331, 936]
notice-body: ÓRGÃO: Prefeitura do Município de Ferraz de Vasconcelos - OBJETO: REGISTRO DE PREÇO PARA EVENTUAL AQUISIÇÃO DE CONCRETO BETUMINOSO USINADO A QUENTE – CBUQ. MODALIDADE: Pregão Presencial - DATA DE ABERTURA: 21 de outubro de 2021, às 10:00 horas. A Prefeitura Municipal de Ferraz de Vasconcelos, FAZ SABER que se acha aberta nesta Prefeitura, sito à Rua Rui Barbosa, 315, Vila Romanópolis, o PREGÃO PRESENCIAL: 59/2021. Os interessados poderão retirar o Edital e seus anexos, sem custo, no site da Prefeitura Municipal de Ferraz de Vasconcelos – www.ferrazdevasconcelos.sp.gov.br, ou no Departamento de Compras e Licitações, no horário compreendido entre 9hs às 16 horas, de segunda à sexta-feira, mediante a entrega de 01 (um) CD – ROM do tipo CDR-80, virgem e lacrado. Maiores informações pelo telefone (0xx11) 4674-7677. bbox=[656, 1058, 998, 1121]
notice-heading: AVISO DE LICITAÇÃO bbox=[470, 322, 544, 330]
notice-line: Santa Bárbara d'Oeste, 30 de setembro de 2021 bbox=[14, 1313, 152, 1321]
notice-jacarei-3 bbox=[337, 497, 645, 588]
notice-body: Objeto: Fornecimento de 1.500 (um mil e quinhentos) resmas de papel sulfite A4, medindo 210x297mm, densidade 75g/m², alcalino, ultra branco (recebimento de 500 folhas). O recebimento e abertura dos envelopes de proposta e documentação serão designados para o dia 22/10/2021, às 9h (horário de Brasília), no Auditório da Câmara Municipal de Jacareí, situado na Praça dos Três Poderes, nº 74, Centro, neste Município. O edital detalhado e seus anexos estão disponíveis no site www.jacarei.sp.leg.br. bbox=[343, 449, 639, 482]
signer-name: RAPHAEL BERNARDES PEIXOTO DOS SANTOS bbox=[96, 159, 244, 167]
notice-pregao: PREGÃO PRESENCIAL: 36/2021 bbox=[116, 748, 224, 756]
notice-title: PREFEITURA MUNICIPAL DE EMBU-GUAÇU bbox=[412, 905, 602, 916]
notice-exclusive: LICITAÇÃO DESTINADA À PARTICIPAÇÃO EXCLUSIVA DE MICROEMPRESAS, EMPRESAS DE PEQUENO PORTE E MICROEMPREENDEDOR INDIVIDUAL CONFORME LEI COMPLEMENTAR Nº 123, DE 14 DE DEZEMBRO DE 2006, COM AS ALTERAÇÕES INTRODUZIDAS PELA LEI COMPLEMENTAR Nº 147, DE 7 DE AGOSTO DE 2014. bbox=[14, 252, 326, 283]
column-right bbox=[651, 42, 1003, 1387]
notice-state: ESTADO DE SÃO PAULO bbox=[465, 792, 549, 800]
notice-subtitle: PALÁCIO DA LIBERDADE bbox=[464, 305, 550, 313]
coat-of-arms-icon bbox=[658, 361, 684, 391]
notice-line: Processo de Compras nº 1160/2021 bbox=[432, 662, 550, 670]
notice-retirada: - Retirada do Edital: Diretamente no site www.licitacoes-e.com.br ou gratuitamente na íntegra somente para consulta através do site www.ribeiraopreto.sp.gov.br. bbox=[14, 683, 320, 698]
notice-signature: DOUGLAS ROBERTO BENINI – PREFEITO MUNICIPAL bbox=[409, 1233, 573, 1241]
notice-signature: DOUGLAS ROBERTO BENINI – PREFEITO MUNICIPAL bbox=[745, 980, 909, 988]
notice-itaporanga-2 bbox=[651, 724, 1003, 808]
notice-objeto: OBJETO: Registro de preços para aquisição de materiais de enfermagem, conforme edital e seus anexos. bbox=[14, 471, 316, 479]
signer-role: Prefeito Municipal bbox=[799, 707, 855, 715]
notice-line: Objeto: Serviço de telefonia móvel, plano corporativo, conforme Edital. bbox=[343, 677, 519, 684]
notice-sec: SECRETARIA DE ESTADO DA EDUCAÇÃO bbox=[357, 200, 469, 207]
notice-state: Estado de São Paulo bbox=[151, 208, 221, 216]
